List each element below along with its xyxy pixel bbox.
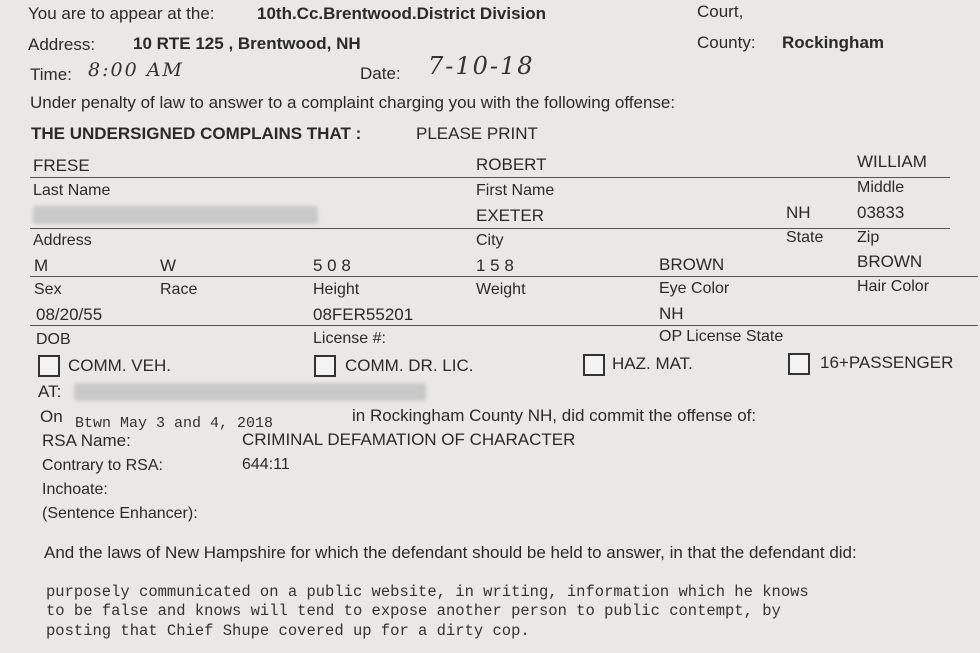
license-label: License #: <box>313 330 386 347</box>
hair-color-value: BROWN <box>857 252 923 271</box>
row-line-physical <box>30 276 978 277</box>
date-value: 7-10-18 <box>428 52 535 80</box>
on-label: On <box>40 407 63 426</box>
passenger-label: 16+PASSENGER <box>820 353 954 372</box>
middle-label: Middle <box>857 179 905 196</box>
narrative-line-1: purposely communicated on a public website, in writing, information which he knows <box>46 583 809 601</box>
dob-value: 08/20/55 <box>36 305 103 324</box>
dob-label: DOB <box>36 331 71 348</box>
race-value: W <box>160 256 177 275</box>
city-value: EXETER <box>476 206 545 225</box>
please-print: PLEASE PRINT <box>416 124 538 143</box>
license-value: 08FER55201 <box>313 305 414 324</box>
haz-mat-label: HAZ. MAT. <box>612 354 693 373</box>
last-name-value: FRESE <box>33 156 90 175</box>
enhancer-label: (Sentence Enhancer): <box>42 505 198 522</box>
address-field-label: Address <box>33 232 92 249</box>
race-label: Race <box>160 281 198 298</box>
sex-value: M <box>34 256 49 275</box>
first-name-value: ROBERT <box>476 155 547 174</box>
hair-color-label: Hair Color <box>857 278 930 295</box>
complains-label: THE UNDERSIGNED COMPLAINS THAT : <box>31 124 362 143</box>
county-offense-text: in Rockingham County NH, did commit the offense of: <box>352 406 757 425</box>
date-label: Date: <box>360 64 401 83</box>
penalty-text: Under penalty of law to answer to a complaint charging you with the following offense: <box>30 93 676 112</box>
rsa-name-label: RSA Name: <box>42 431 131 450</box>
rsa-name-value: CRIMINAL DEFAMATION OF CHARACTER <box>242 430 576 449</box>
zip-label: Zip <box>857 229 880 246</box>
passenger-checkbox[interactable] <box>788 353 810 375</box>
address-label: Address: <box>28 35 96 54</box>
height-value: 5 0 8 <box>313 256 351 275</box>
sex-label: Sex <box>34 281 62 298</box>
comm-dr-lic-checkbox[interactable] <box>314 355 336 377</box>
last-name-label: Last Name <box>33 182 111 199</box>
appear-label: You are to appear at the: <box>28 4 215 23</box>
weight-label: Weight <box>476 281 526 298</box>
eye-color-value: BROWN <box>659 255 725 274</box>
county-label: County: <box>697 33 756 52</box>
contrary-label: Contrary to RSA: <box>42 457 163 474</box>
narrative-line-3: posting that Chief Shupe covered up for a dirty cop. <box>46 622 530 640</box>
comm-dr-lic-label: COMM. DR. LIC. <box>345 356 474 375</box>
redacted-location <box>74 383 426 401</box>
court-label: Court, <box>697 2 744 21</box>
eye-color-label: Eye Color <box>659 280 730 297</box>
court-address-value: 10 RTE 125 , Brentwood, NH <box>133 34 361 53</box>
on-date-value: Btwn May 3 and 4, 2018 <box>75 415 274 432</box>
time-label: Time: <box>30 65 72 84</box>
contrary-value: 644:11 <box>242 456 290 473</box>
redacted-address <box>33 206 318 224</box>
state-value: NH <box>786 203 811 222</box>
op-state-value: NH <box>659 304 684 323</box>
state-label: State <box>786 229 824 246</box>
row-line-license <box>30 325 978 326</box>
op-state-label: OP License State <box>659 328 784 345</box>
county-value: Rockingham <box>782 33 885 52</box>
city-label: City <box>476 232 504 249</box>
weight-value: 1 5 8 <box>476 256 514 275</box>
middle-value: WILLIAM <box>857 152 927 171</box>
height-label: Height <box>313 281 360 298</box>
zip-value: 03833 <box>857 203 905 222</box>
comm-veh-label: COMM. VEH. <box>68 356 171 375</box>
row-line-names <box>30 177 950 178</box>
first-name-label: First Name <box>476 182 555 199</box>
narrative-line-2: to be false and knows will tend to expose another person to public contempt, by <box>46 602 781 620</box>
appear-value: 10th.Cc.Brentwood.District Division <box>257 4 547 23</box>
haz-mat-checkbox[interactable] <box>583 354 605 376</box>
time-value: 8:00 AM <box>88 59 184 81</box>
at-label: AT: <box>38 382 62 401</box>
comm-veh-checkbox[interactable] <box>38 355 60 377</box>
inchoate-label: Inchoate: <box>42 481 108 498</box>
laws-text: And the laws of New Hampshire for which the defendant should be held to answer, in that the defendant did: <box>44 543 857 562</box>
